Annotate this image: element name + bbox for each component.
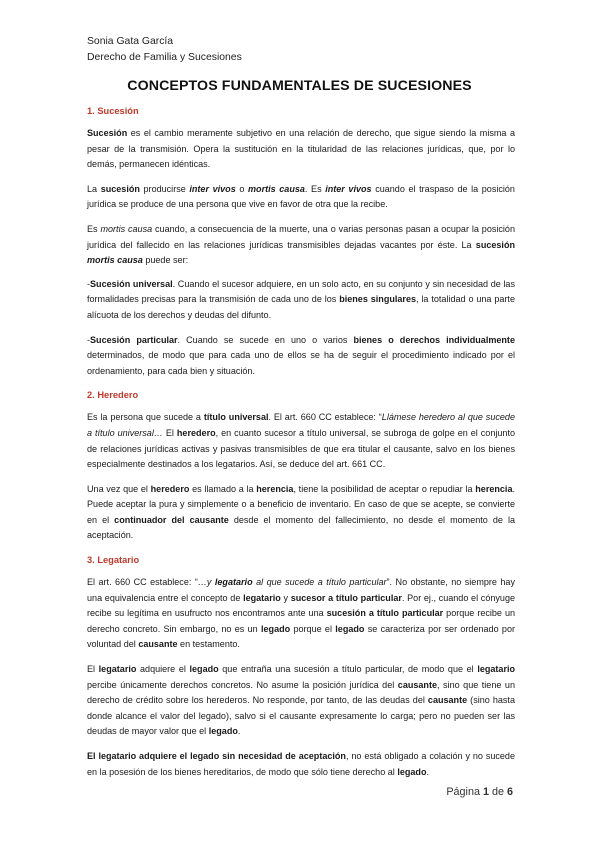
bold-text: causante (397, 679, 438, 690)
header-author: Sonia Gata García (87, 36, 174, 47)
bold-text: sucesor a título particular (290, 592, 402, 603)
text-run: puede ser: (142, 255, 189, 266)
paragraph (87, 749, 515, 780)
text-run: ”. No obstante, no siempre hay una equivalencia entre el concepto de (87, 577, 515, 603)
bold-text: Sucesión particular (90, 334, 178, 345)
text-run: . (237, 726, 241, 737)
italic-text: mortis causa (100, 223, 153, 234)
bold-text: legatario (477, 664, 516, 675)
emphasis-text: legatario (214, 577, 253, 588)
page-header (87, 34, 242, 66)
text-run: cuando, a consecuencia de la muerte, una o varias personas pasan a ocupar la posición jurídica del fallecido en las relaciones jurídicas transmisibles dejadas vacantes por éste. La (87, 223, 515, 250)
text-run: . Cuando el sucesor adquiere, en un solo acto, en su conjunto y sin necesidad de las formalidades precisas para la transmisión de cada uno de los (87, 278, 515, 305)
text-run: , tiene la posibilidad de aceptar o repudiar la (293, 483, 476, 494)
paragraph (87, 222, 515, 269)
bold-text: bienes singulares (339, 294, 417, 305)
text-run: La (87, 183, 101, 194)
text-run: o (235, 183, 248, 194)
bold-text: legado (208, 726, 238, 737)
text-run: que entraña una sucesión a título particular, de modo que el (218, 664, 478, 675)
paragraph (87, 410, 515, 472)
bold-text: continuador del causante (114, 514, 229, 525)
bold-text: sucesión (475, 239, 515, 250)
document-body (87, 104, 515, 789)
bold-text: legado (261, 623, 291, 634)
paragraph (87, 575, 515, 653)
bold-text: legatario (243, 592, 281, 603)
bold-text: sucesión (100, 183, 140, 194)
bold-text: heredero (176, 427, 216, 438)
bold-text: legatario (98, 664, 137, 675)
text-run: Es (87, 223, 101, 234)
text-run: adquiere el (136, 664, 190, 675)
text-run: Es la persona que sucede a (87, 412, 204, 423)
emphasis-text: mortis causa (87, 255, 143, 266)
bold-text: título universal (203, 412, 269, 423)
text-run: El art. 660 CC establece: “ (87, 577, 198, 588)
text-run: porque el (290, 623, 336, 634)
text-run: - (87, 334, 91, 345)
text-run: producirse (139, 183, 190, 194)
page-label: Página (446, 786, 480, 798)
page-of: de (491, 786, 504, 798)
bold-text (189, 184, 235, 194)
text-run: porque recibe un derecho concreto. Sin embargo, no es un (87, 608, 516, 634)
text-run: El (162, 427, 177, 438)
paragraph (87, 333, 515, 380)
page-number (446, 786, 513, 798)
italic-text: …y (197, 577, 215, 588)
paragraph (87, 277, 515, 324)
bold-text: Sucesión universal (90, 278, 173, 289)
bold-text: legado (397, 766, 427, 777)
bold-text: bienes o derechos individualmente (353, 334, 515, 345)
bold-text: causante (427, 695, 468, 706)
bold-text (87, 255, 143, 265)
bold-text: legado (189, 664, 219, 675)
text-run: , la totalidad o una parte alícuota de los derechos y deudas del difunto. (87, 294, 515, 320)
header-subject: Derecho de Familia y Sucesiones (87, 52, 242, 63)
bold-text: herencia (256, 483, 294, 494)
page-total: 6 (506, 786, 513, 798)
paragraph (87, 482, 515, 544)
italic-text: Llámese heredero al que sucede a título universal… (87, 412, 515, 438)
text-run: desde el momento del fallecimiento, no desde el momento de la aceptación. (87, 514, 515, 541)
bold-text (325, 184, 371, 194)
text-run: y (280, 592, 291, 603)
italic-text: al que sucede a título particular (252, 577, 387, 588)
emphasis-text: inter vivos (189, 183, 236, 194)
text-run: cuando el traspaso de la posición jurídica se produce de una persona que vive en favor de otra que la recibe. (87, 183, 515, 210)
text-run: determinados, de modo que para cada uno de ellos se ha de seguir el procedimiento indicado por el ordenamiento, para cada bien y situación. (87, 350, 515, 376)
bold-text: El legatario adquiere el legado sin necesidad de aceptación (87, 751, 346, 761)
emphasis-text: mortis causa (248, 183, 305, 194)
bold-text (248, 184, 305, 194)
bold-text: Sucesión (87, 128, 128, 138)
section-heading: 3. Legatario (87, 555, 140, 566)
text-run: . Cuando se sucede en uno o varios (177, 334, 354, 345)
text-run: se caracteriza por ser ordenado por voluntad del (87, 623, 515, 650)
text-run: es el cambio meramente subjetivo en una relación de derecho, que sigue siendo la misma a pesar de la transmisión. Opera la sustitución en la titularidad de las relaciones jurídicas, que, por lo demás, permanecen idénticas. (87, 128, 515, 170)
bold-text: heredero (150, 483, 190, 494)
text-run: (sino hasta donde alcance el valor del legado), salvo si el causante expresamente lo carga; pero no pueden ser las deudas de mayor valor que el (87, 695, 515, 737)
bold-text: herencia (475, 483, 513, 494)
paragraph (87, 126, 515, 173)
bold-text: legado (335, 623, 365, 634)
text-run: Una vez que el (87, 483, 151, 494)
document-title: CONCEPTOS FUNDAMENTALES DE SUCESIONES (127, 78, 472, 94)
text-run: , no está obligado a colación y no sucede en la posesión de los bienes hereditarios, de modo que sólo tiene derecho al (87, 751, 515, 777)
text-run: . Es (304, 183, 326, 194)
bold-text: causante (138, 639, 178, 650)
text-run: . (426, 766, 429, 777)
paragraph (87, 662, 515, 740)
bold-text: sucesión a título particular (326, 608, 444, 619)
text-run: . El art. 660 CC establece: “ (268, 412, 382, 423)
text-run: , sino que tiene un derecho de crédito sobre los herederos. No responde, por tanto, de las deudas del (87, 679, 515, 706)
text-run: en testamento. (177, 639, 240, 650)
text-run: percibe únicamente derechos concretos. No asume la posición jurídica del (87, 679, 398, 690)
text-run: . Puede aceptar la pura y simplemente o a beneficio de inventario. En caso de que se acepte, se convierte en el (87, 483, 515, 525)
text-run: , en cuanto sucesor a título universal, se subroga de golpe en el conjunto de relaciones jurídicas activas y pasivas transmisibles de que era titular el causante, salvo en los bienes especialmente destinados a los legatarios. Así, se deduce del art. 661 CC. (87, 427, 515, 470)
page-current: 1 (482, 786, 489, 798)
text-run: El (87, 664, 99, 675)
text-run: es llamado a la (189, 483, 257, 494)
section-heading: 1. Sucesión (87, 106, 139, 116)
text-run: - (87, 278, 91, 289)
bold-text (215, 577, 253, 587)
text-run: . Por ej., cuando el cónyuge recibe su legítima en usufructo nos encontramos ante una (87, 592, 516, 619)
section-heading: 2. Heredero (87, 390, 139, 401)
emphasis-text: inter vivos (325, 183, 372, 194)
paragraph (87, 182, 515, 213)
